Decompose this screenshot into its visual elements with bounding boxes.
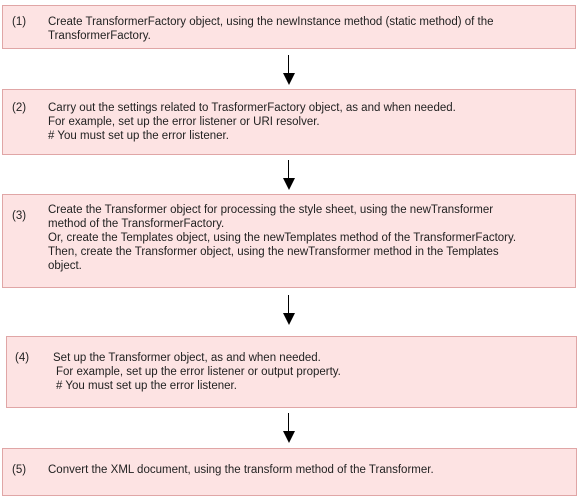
step-2-line: # You must set up the error listener.	[48, 130, 229, 142]
step-5-line: Convert the XML document, using the transform method of the Transformer.	[48, 464, 434, 476]
step-1-number: (1)	[12, 16, 27, 28]
step-4-line: For example, set up the error listener or output property.	[56, 366, 341, 378]
step-4-box	[6, 336, 577, 408]
step-5-text	[48, 463, 570, 477]
step-3-line: method of the TransformerFactory.	[48, 218, 225, 230]
step-4-text	[53, 351, 570, 393]
step-3-text	[48, 203, 569, 273]
arrow-1-to-2	[283, 55, 295, 85]
step-5-number: (5)	[12, 464, 27, 476]
arrow-4-to-5	[283, 413, 295, 443]
step-1-line: TransformerFactory.	[48, 30, 151, 42]
step-1-line: Create TransformerFactory object, using the newInstance method (static method) of the	[48, 16, 494, 28]
step-2-box	[2, 89, 576, 155]
arrow-2-to-3	[283, 160, 295, 190]
step-4-line: # You must set up the error listener.	[56, 380, 237, 392]
step-3-line: Create the Transformer object for processing the style sheet, using the newTransformer	[48, 204, 494, 216]
step-1-text	[48, 15, 569, 43]
step-2-number: (2)	[12, 102, 27, 114]
step-4-line: Set up the Transformer object, as and when needed.	[53, 352, 321, 364]
step-3-box	[2, 194, 576, 288]
step-2-line: For example, set up the error listener or URI resolver.	[48, 116, 320, 128]
step-3-line: Or, create the Templates object, using the newTemplates method of the TransformerFactory.	[48, 232, 517, 244]
step-2-text	[48, 101, 569, 143]
step-3-number: (3)	[12, 210, 27, 222]
step-1-box	[2, 5, 576, 49]
step-4-number: (4)	[15, 352, 30, 364]
step-5-box	[2, 448, 577, 496]
arrow-3-to-4	[283, 295, 295, 325]
step-2-line: Carry out the settings related to TrasformerFactory object, as and when needed.	[48, 102, 456, 114]
step-3-line: object.	[48, 260, 82, 272]
step-3-line: Then, create the Transformer object, using the newTransformer method in the Templates	[48, 246, 499, 258]
